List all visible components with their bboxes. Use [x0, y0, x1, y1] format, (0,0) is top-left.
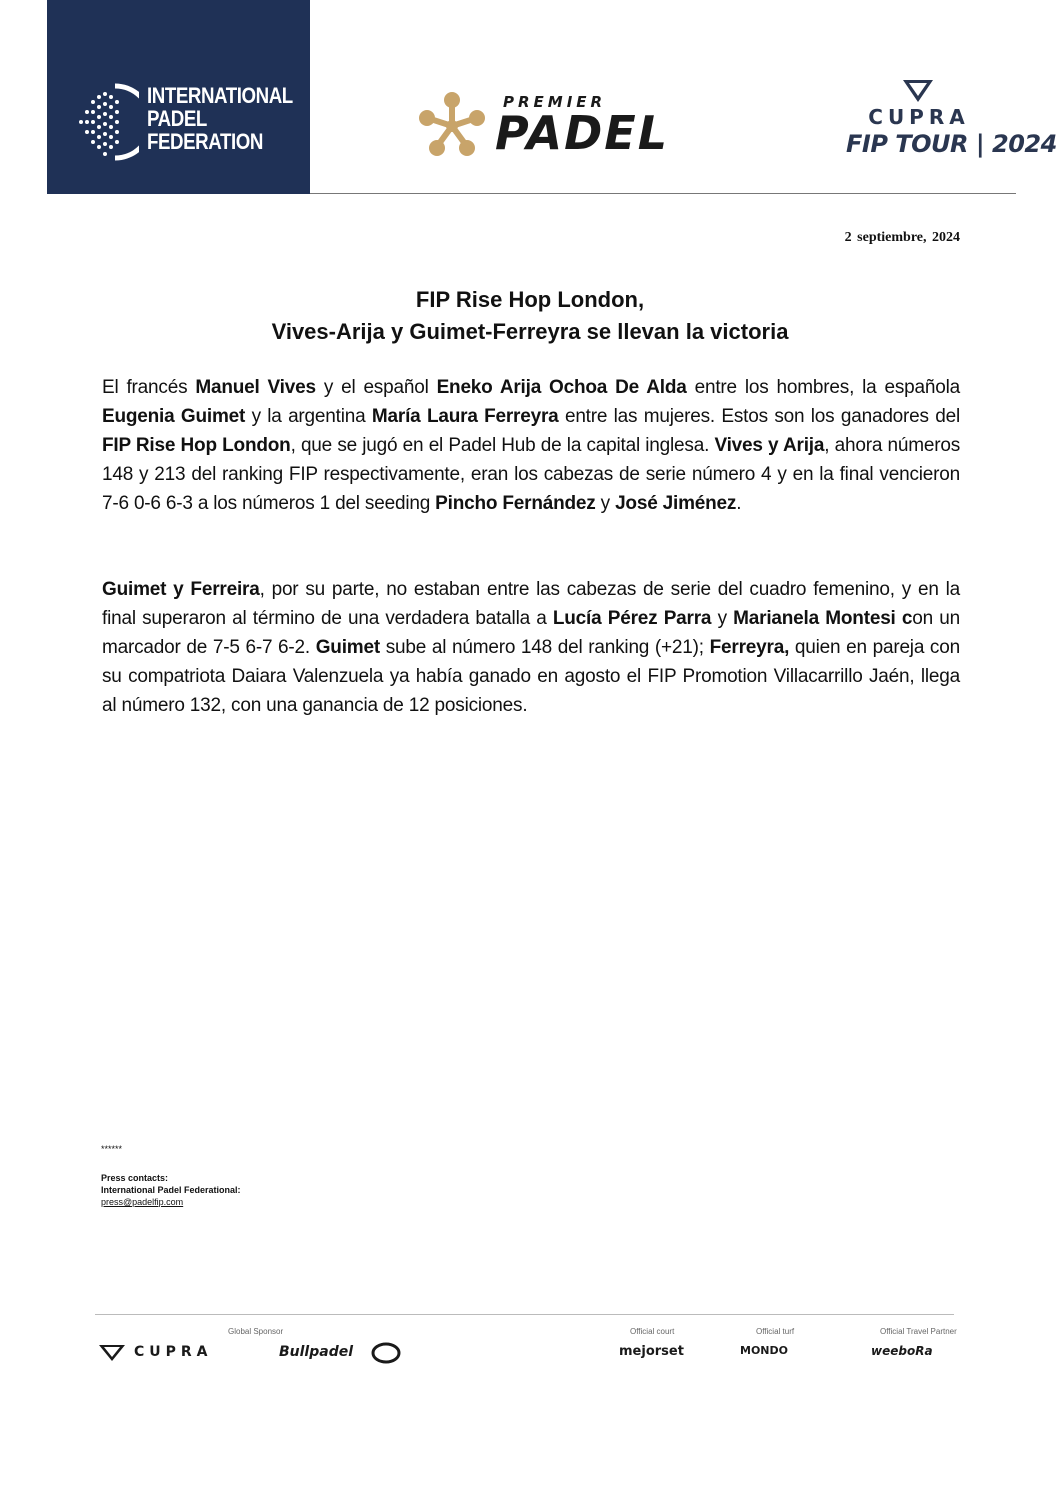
premier-padel-star-icon — [416, 90, 488, 162]
p1-text: entre las mujeres. Estos son los ganadores del — [558, 406, 961, 427]
p2-name: Guimet y Ferreira — [102, 579, 260, 600]
title-line-2: Vives-Arija y Guimet-Ferreyra se llevan la victoria — [271, 319, 789, 344]
page-header — [0, 0, 1059, 196]
p2-text: quien en pareja con su compatriota Daiara Valenzuela ya había ganado en agosto el FIP Promotion Villacarrillo Jaén, llega al número 132, con una ganancia de 12 posiciones. — [102, 637, 960, 716]
ipf-wordmark — [147, 84, 293, 153]
ipf-line-3: FEDERATION — [147, 129, 263, 154]
p1-name: Manuel Vives — [195, 377, 316, 398]
paragraph-2 — [102, 575, 960, 720]
p2-name: Lucía Pérez Parra — [552, 608, 712, 629]
contacts-email-link[interactable]: press@padelfip.com — [101, 1197, 184, 1207]
p2-name: Ferreyra, — [709, 637, 790, 658]
press-date: 2 septiembre, 2024 — [844, 230, 960, 245]
contacts-org-suffix: l: — [235, 1185, 241, 1195]
p1-name: FIP Rise Hop London — [102, 435, 291, 456]
p2-name: Guimet — [315, 637, 380, 658]
p1-text: y — [595, 493, 616, 514]
official-travel-label: Official Travel Partner — [880, 1327, 957, 1336]
p2-text: on un marcador de 7-5 6-7 6-2. — [102, 608, 960, 658]
ipf-line-1: INTERNATIONAL — [147, 83, 293, 108]
p1-name: Eugenia Guimet — [102, 406, 246, 427]
weebora-logo: weeboRa — [871, 1344, 933, 1358]
contacts-label: Press contacts: — [101, 1173, 169, 1183]
p2-text: , por su parte, no estaban entre las cabezas de serie del cuadro femenino, y en la final superaron al término de una verdadera batalla a — [102, 579, 960, 629]
press-title — [100, 284, 960, 348]
cupra-emblem-icon — [845, 78, 991, 104]
p2-text: y — [711, 608, 734, 629]
ipf-ball-icon — [75, 82, 139, 162]
p1-name: María Laura Ferreyra — [371, 406, 559, 427]
bullpadel-logo: Bullpadel — [279, 1344, 354, 1360]
premier-wordmark: PREMIER — [503, 93, 607, 111]
contacts-org — [101, 1184, 241, 1196]
fip-tour-wordmark: FIP TOUR | 2024 — [846, 130, 1057, 158]
separator-stars: ****** — [101, 1144, 123, 1154]
p1-name: Vives y Arija — [714, 435, 825, 456]
p1-text: , ahora números 148 y 213 del ranking FIP respectivamente, eran los cabezas de serie número 4 y en la final vencieron 7-6 0-6 6-3 a los números 1 del seeding — [102, 435, 960, 514]
p1-text: El francés — [102, 377, 196, 398]
press-contacts — [101, 1143, 241, 1208]
cupra-wordmark: CUPRA — [868, 105, 970, 129]
ipf-logo-block — [47, 0, 310, 194]
bullpadel-badge-icon — [371, 1342, 401, 1364]
p1-text: y el español — [315, 377, 437, 398]
global-sponsor-label: Global Sponsor — [228, 1327, 284, 1336]
cupra-footer-emblem-icon — [99, 1344, 125, 1362]
contacts-org-text: International Padel Federationa — [101, 1185, 236, 1195]
ipf-line-2: PADEL — [147, 106, 207, 131]
header-divider — [310, 193, 1016, 194]
p1-name: Pincho Fernández — [435, 493, 596, 514]
p1-name: Eneko Arija Ochoa De Alda — [436, 377, 687, 398]
mondo-logo: MONDO — [740, 1344, 788, 1357]
official-court-label: Official court — [630, 1327, 675, 1336]
cupra-footer-logo: CUPRA — [134, 1344, 213, 1360]
p1-text: , que se jugó en el Padel Hub de la capital inglesa. — [290, 435, 715, 456]
paragraph-1 — [102, 373, 960, 518]
official-turf-label: Official turf — [756, 1327, 795, 1336]
title-line-1: FIP Rise Hop London, — [415, 287, 645, 312]
p1-text: entre los hombres, la española — [686, 377, 960, 398]
p2-text: sube al número 148 del ranking (+21); — [379, 637, 710, 658]
mejorset-logo: mejorset — [619, 1344, 684, 1359]
p1-text: . — [736, 493, 742, 514]
padel-wordmark: PADEL — [495, 106, 670, 160]
p1-name: José Jiménez — [615, 493, 737, 514]
footer-divider — [95, 1314, 954, 1315]
p1-text: y la argentina — [245, 406, 372, 427]
p2-name: Marianela Montesi c — [733, 608, 913, 629]
